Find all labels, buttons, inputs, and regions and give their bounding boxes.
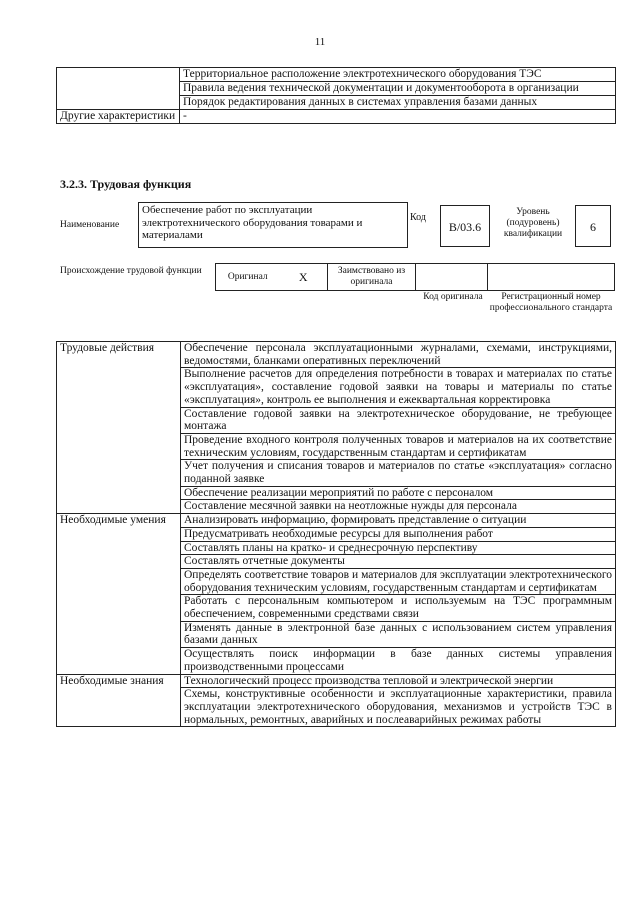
table-row (57, 342, 616, 368)
action-item: Обеспечение персонала эксплуатационными журналами, схемами, инструкциями, ведомостями, бланками оперативных переключений (181, 342, 616, 368)
other-characteristics-label: Другие характеристики (57, 110, 180, 124)
skill-item: Составлять отчетные документы (181, 555, 616, 569)
skill-item: Определять соответствие товаров и материалов для эксплуатации электротехнического оборудования техническим условиям, государственным стандартам и сертификатам (181, 568, 616, 594)
main-table (56, 341, 616, 727)
page-number: 11 (314, 36, 326, 48)
skill-item: Предусматривать необходимые ресурсы для выполнения работ (181, 527, 616, 541)
action-item: Выполнение расчетов для определения потребности в товарах и материалах по статье «эксплуатация», составление годовой заявки на товары и материалы по статье «эксплуатация», контроль ее выполнения и ежеквартальная корректировка (181, 368, 616, 407)
action-item: Проведение входного контроля полученных товаров и материалов на их соответствие техническим условиям, государственным стандартам и сертификатам (181, 433, 616, 459)
table-row (57, 674, 616, 688)
top-table (56, 67, 616, 124)
skill-item: Изменять данные в электронной базе данных с использованием систем управления базами данных (181, 621, 616, 647)
skill-item: Составлять планы на кратко- и среднесрочную перспективу (181, 541, 616, 555)
action-item: Учет получения и списания товаров и материалов по статье «эксплуатация» согласно поданной заявке (181, 460, 616, 486)
function-name-box: Обеспечение работ по эксплуатации электротехнического оборудования товарами и материалами (138, 202, 408, 248)
origin-table (215, 263, 615, 291)
code-original-label: Код оригинала (423, 292, 483, 302)
other-characteristics-value: - (180, 110, 616, 124)
knowledge-label: Необходимые знания (57, 674, 181, 727)
skill-item: Осуществлять поиск информации в базе данных системы управления производственными процессами (181, 648, 616, 674)
level-label: Уровень (подуровень) квалификации (503, 207, 563, 239)
skill-item: Работать с персональным компьютером и используемым на ТЭС программным обеспечением, современными средствами связи (181, 595, 616, 621)
empty-code-cell (416, 264, 488, 291)
empty-category-cell (57, 68, 180, 110)
skill-item: Анализировать информацию, формировать представление о ситуации (181, 514, 616, 528)
table-row (57, 514, 616, 528)
name-label: Наименование (60, 220, 120, 230)
action-item: Составление годовой заявки на электротехническое оборудование, не требующее монтажа (181, 407, 616, 433)
section-title: 3.2.3. Трудовая функция (60, 177, 192, 191)
actions-label: Трудовые действия (57, 342, 181, 514)
skills-label: Необходимые умения (57, 514, 181, 674)
origin-label: Происхождение трудовой функции (60, 266, 202, 276)
table-cell: Правила ведения технической документации и документооборота в организации (180, 82, 616, 96)
borrowed-label: Заимствовано из оригинала (328, 264, 416, 291)
table-row (216, 264, 615, 291)
action-item: Составление месячной заявки на неотложные нужды для персонала (181, 500, 616, 514)
knowledge-item: Технологический процесс производства тепловой и электрической энергии (181, 674, 616, 688)
knowledge-item: Схемы, конструктивные особенности и эксплуатационные характеристики, правила эксплуатации электротехнического оборудования, механизмов и устройств ТЭС в нормальных, ремонтных, аварийных и послеаварийных режимах работы (181, 688, 616, 727)
code-value: B/03.6 (440, 205, 490, 247)
empty-reg-cell (488, 264, 615, 291)
table-row (57, 110, 616, 124)
table-cell: Порядок редактирования данных в системах управления базами данных (180, 96, 616, 110)
original-label: Оригинал (216, 264, 280, 291)
table-cell: Территориальное расположение электротехнического оборудования ТЭС (180, 68, 616, 82)
table-row (57, 68, 616, 82)
level-value: 6 (575, 205, 611, 247)
reg-number-label: Регистрационный номер профессионального стандарта (489, 292, 613, 313)
action-item: Обеспечение реализации мероприятий по работе с персоналом (181, 486, 616, 500)
code-label: Код (410, 212, 426, 223)
original-mark: X (280, 264, 328, 291)
